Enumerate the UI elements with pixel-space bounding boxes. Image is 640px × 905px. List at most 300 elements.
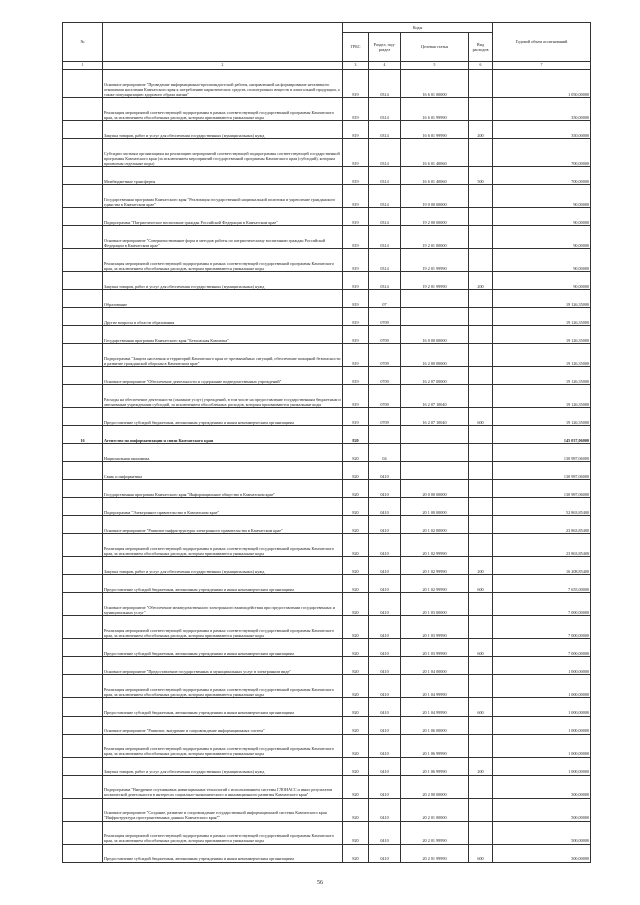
row-expense-type (469, 775, 493, 798)
table-row (63, 616, 591, 639)
row-expense-type (469, 308, 493, 326)
row-name: Расходы на обеспечение деятельности (оказание услуг) учреждений, в том числе на предоставление государственным бюджетным и автономным учреждениям субсидий, за исключением обособленных расходов, которым присваиваются уникальные коды (103, 385, 343, 408)
header-grbs: ГРБС (343, 33, 369, 62)
row-expense-type (469, 821, 493, 844)
row-amount: 500,00000 (493, 844, 591, 862)
row-expense-type: 200 (469, 557, 493, 575)
row-expense-type (469, 208, 493, 226)
row-amount: 350,00000 (493, 98, 591, 121)
row-amount: 700,00000 (493, 139, 591, 167)
row-expense-type (469, 616, 493, 639)
row-grbs: 820 (343, 798, 369, 821)
row-section: 0410 (369, 639, 401, 657)
row-name: Реализация мероприятий соответствующей подпрограммы в рамках соответствующей государственной программы Камчатского края, за исключением обособленных расходов, которым присваиваются уникальные коды (103, 98, 343, 121)
row-grbs: 819 (343, 139, 369, 167)
row-grbs: 820 (343, 698, 369, 716)
table-row (63, 444, 591, 462)
row-target: 16 6 01 99990 (401, 98, 469, 121)
row-target: 20 1 02 99990 (401, 575, 469, 593)
table-row (63, 716, 591, 734)
row-target (401, 426, 469, 444)
row-amount: 19 126,35000 (493, 326, 591, 344)
table-row (63, 344, 591, 367)
row-target (401, 444, 469, 462)
header-row-top (63, 23, 591, 33)
row-name: Предоставление субсидий бюджетным, автономным учреждениям и иным некоммерческим организациям (103, 698, 343, 716)
row-grbs: 820 (343, 775, 369, 798)
row-target (401, 308, 469, 326)
row-name: Субсидии частным организациям на реализацию мероприятий соответствующей подпрограммы соответствующей государственной программы Камчатского края (за исключением мероприятий государственной программы Камчатского края (субсидий), которым присвоены отдельные коды) (103, 139, 343, 167)
row-section: 0314 (369, 272, 401, 290)
table-row (63, 516, 591, 534)
row-amount: 23 863,85400 (493, 516, 591, 534)
row-grbs: 820 (343, 498, 369, 516)
row-target: 20 1 04 00000 (401, 657, 469, 675)
row-name: Агентство по информатизации и связи Камчатского края (103, 426, 343, 444)
row-amount: 1 000,00000 (493, 734, 591, 757)
table-row (63, 98, 591, 121)
table-row (63, 249, 591, 272)
row-grbs: 820 (343, 616, 369, 639)
table-row (63, 534, 591, 557)
row-grbs: 819 (343, 308, 369, 326)
row-name: Закупка товаров, работ и услуг для обеспечения государственных (муниципальных) нужд (103, 121, 343, 139)
row-section: 0410 (369, 716, 401, 734)
table-row (63, 308, 591, 326)
header-colnum: 6 (469, 62, 493, 70)
row-expense-type (469, 462, 493, 480)
row-grbs: 820 (343, 462, 369, 480)
row-expense-type: 200 (469, 757, 493, 775)
header-expense-type: Вид расходов (469, 33, 493, 62)
row-amount: 7 000,00000 (493, 639, 591, 657)
row-name: Реализация мероприятий соответствующей подпрограммы в рамках соответствующей государственной программы Камчатского края, за исключением обособленных расходов, которым присваиваются уникальные коды (103, 534, 343, 557)
row-target: 20 1 02 99990 (401, 534, 469, 557)
budget-table (62, 22, 591, 863)
table-row (63, 844, 591, 862)
row-name: Основное мероприятие "Проведение информационно-пропагандистской работы, направленной на формирование негативного отношения населения Камчатского края к потреблению наркотических средств, психотропных веществ и алкогольной продукции, а также популяризацию здорового образа жизни" (103, 70, 343, 98)
table-row (63, 367, 591, 385)
row-name: Предоставление субсидий бюджетным, автономным учреждениям и иным некоммерческим организациям (103, 575, 343, 593)
row-amount: 90,00000 (493, 226, 591, 249)
row-grbs: 819 (343, 344, 369, 367)
row-amount: 700,00000 (493, 167, 591, 185)
table-row (63, 70, 591, 98)
row-amount: 145 037,06000 (493, 426, 591, 444)
row-section: 0410 (369, 480, 401, 498)
row-amount: 1 000,00000 (493, 698, 591, 716)
row-target: 16 6 01 00000 (401, 70, 469, 98)
row-grbs: 819 (343, 167, 369, 185)
row-name: Предоставление субсидий бюджетным, автономным учреждениям и иным некоммерческим организациям (103, 408, 343, 426)
row-number (63, 516, 103, 534)
row-grbs: 819 (343, 249, 369, 272)
row-number (63, 698, 103, 716)
row-name: Основное мероприятие "Совершенствование форм и методов работы по патриотическому воспитанию граждан Российской Федерации в Камчатском крае" (103, 226, 343, 249)
row-section: 0410 (369, 821, 401, 844)
row-name: Основное мероприятие "Развитие инфраструктуры электронного правительства в Камчатском крае" (103, 516, 343, 534)
row-number (63, 444, 103, 462)
header-colnum: 7 (493, 62, 591, 70)
row-expense-type (469, 798, 493, 821)
row-amount: 500,00000 (493, 821, 591, 844)
row-number (63, 326, 103, 344)
row-section: 07 (369, 290, 401, 308)
row-target: 16 2 07 00000 (401, 367, 469, 385)
row-name: Основное мероприятие "Обеспечение межведомственного электронного взаимодействия при предоставлении государственных и муниципальных услуг" (103, 593, 343, 616)
row-name: Основное мероприятие "Развитие, внедрение и сопровождение информационных систем" (103, 716, 343, 734)
row-grbs: 820 (343, 444, 369, 462)
row-target: 20 1 06 99990 (401, 757, 469, 775)
row-amount: 350,00000 (493, 121, 591, 139)
row-amount: 7 000,00000 (493, 593, 591, 616)
row-target: 16 2 00 00000 (401, 344, 469, 367)
row-number (63, 557, 103, 575)
row-grbs: 820 (343, 716, 369, 734)
row-amount: 1 000,00000 (493, 757, 591, 775)
row-section: 0709 (369, 385, 401, 408)
header-name (103, 23, 343, 62)
row-target: 20 0 00 00000 (401, 480, 469, 498)
header-colnum: 5 (401, 62, 469, 70)
row-target (401, 462, 469, 480)
table-row (63, 226, 591, 249)
row-number (63, 98, 103, 121)
row-grbs: 819 (343, 98, 369, 121)
row-name: Государственная программа Камчатского края "Реализация государственной национальной политики и укрепление гражданского единства в Камчатском крае" (103, 185, 343, 208)
row-amount: 90,00000 (493, 208, 591, 226)
row-expense-type (469, 675, 493, 698)
row-amount: 1 000,00000 (493, 675, 591, 698)
row-name: Реализация мероприятий соответствующей подпрограммы в рамках соответствующей государственной программы Камчатского края, за исключением обособленных расходов, которым присваиваются уникальные коды (103, 734, 343, 757)
row-number (63, 734, 103, 757)
row-number (63, 408, 103, 426)
row-grbs: 820 (343, 557, 369, 575)
row-name: Государственная программа Камчатского края "Безопасная Камчатка" (103, 326, 343, 344)
row-amount: 130 987,06000 (493, 480, 591, 498)
table-row (63, 139, 591, 167)
row-name: Реализация мероприятий соответствующей подпрограммы в рамках соответствующей государственной программы Камчатского края, за исключением обособленных расходов, которым присваиваются уникальные коды (103, 616, 343, 639)
row-expense-type: 600 (469, 698, 493, 716)
table-row (63, 821, 591, 844)
row-name: Реализация мероприятий соответствующей подпрограммы в рамках соответствующей государственной программы Камчатского края, за исключением обособленных расходов, которым присваиваются уникальные коды (103, 675, 343, 698)
row-grbs: 820 (343, 757, 369, 775)
row-expense-type (469, 534, 493, 557)
row-section: 0314 (369, 167, 401, 185)
row-expense-type (469, 70, 493, 98)
budget-page (62, 22, 590, 870)
row-expense-type (469, 593, 493, 616)
row-section: 0709 (369, 408, 401, 426)
row-grbs: 820 (343, 426, 369, 444)
row-name: Реализация мероприятий соответствующей подпрограммы в рамках соответствующей государственной программы Камчатского края, за исключением обособленных расходов, которым присваиваются уникальные коды (103, 821, 343, 844)
row-expense-type (469, 290, 493, 308)
row-number (63, 498, 103, 516)
row-section: 0314 (369, 185, 401, 208)
row-grbs: 819 (343, 290, 369, 308)
row-grbs: 820 (343, 734, 369, 757)
row-number (63, 208, 103, 226)
row-amount: 19 126,35000 (493, 344, 591, 367)
row-number (63, 616, 103, 639)
row-grbs: 819 (343, 408, 369, 426)
row-number (63, 675, 103, 698)
row-target: 19 2 01 99990 (401, 272, 469, 290)
row-expense-type (469, 185, 493, 208)
table-row (63, 734, 591, 757)
row-number (63, 185, 103, 208)
row-target: 20 1 03 00000 (401, 593, 469, 616)
row-expense-type (469, 426, 493, 444)
row-number (63, 798, 103, 821)
row-name: Закупка товаров, работ и услуг для обеспечения государственных (муниципальных) нужд (103, 757, 343, 775)
row-grbs: 820 (343, 675, 369, 698)
row-name: Подпрограмма "Защита населения и территорий Камчатского края от чрезвычайных ситуаций, обеспечение пожарной безопасности и развитие гражданской обороны в Камчатском крае" (103, 344, 343, 367)
row-target: 16 6 01 40060 (401, 139, 469, 167)
row-name: Подпрограмма "Электронное правительство в Камчатском крае" (103, 498, 343, 516)
table-row (63, 290, 591, 308)
row-target: 16 6 01 40060 (401, 167, 469, 185)
row-grbs: 820 (343, 534, 369, 557)
row-section: 0314 (369, 208, 401, 226)
row-number (63, 775, 103, 798)
row-amount: 7 000,00000 (493, 616, 591, 639)
row-name: Предоставление субсидий бюджетным, автономным учреждениям и иным некоммерческим организациям (103, 639, 343, 657)
row-target: 20 1 06 99990 (401, 734, 469, 757)
row-grbs: 819 (343, 226, 369, 249)
row-number (63, 167, 103, 185)
header-codes-group: Коды (343, 23, 493, 33)
row-expense-type (469, 344, 493, 367)
row-amount: 19 126,35000 (493, 385, 591, 408)
row-target: 20 1 03 99990 (401, 639, 469, 657)
row-number (63, 226, 103, 249)
row-section: 0410 (369, 675, 401, 698)
row-grbs: 819 (343, 367, 369, 385)
row-grbs: 819 (343, 70, 369, 98)
row-name: Основное мероприятие "Предоставление государственных и муниципальных услуг в электронном виде" (103, 657, 343, 675)
table-row (63, 498, 591, 516)
row-amount: 90,00000 (493, 185, 591, 208)
row-expense-type (469, 98, 493, 121)
row-section: 0410 (369, 657, 401, 675)
table-row (63, 208, 591, 226)
row-section: 0410 (369, 462, 401, 480)
row-grbs: 819 (343, 121, 369, 139)
row-expense-type: 600 (469, 575, 493, 593)
row-number (63, 70, 103, 98)
row-amount: 19 126,35000 (493, 408, 591, 426)
row-amount: 16 208,85400 (493, 557, 591, 575)
row-target: 19 0 00 00000 (401, 185, 469, 208)
table-row (63, 185, 591, 208)
row-target: 20 1 06 00000 (401, 716, 469, 734)
row-section: 04 (369, 444, 401, 462)
row-number (63, 249, 103, 272)
row-grbs: 820 (343, 516, 369, 534)
table-row (63, 775, 591, 798)
header-section: Раздел, под-раздел (369, 33, 401, 62)
row-name: Основное мероприятие "Обеспечение деятельности и содержание подведомственных учреждений" (103, 367, 343, 385)
row-section: 0410 (369, 616, 401, 639)
table-body (63, 70, 591, 863)
row-target: 20 2 01 99990 (401, 821, 469, 844)
row-name: Закупка товаров, работ и услуг для обеспечения государственных (муниципальных) нужд (103, 272, 343, 290)
row-number (63, 716, 103, 734)
row-number (63, 462, 103, 480)
table-row (63, 426, 591, 444)
row-number (63, 367, 103, 385)
row-number (63, 593, 103, 616)
table-row (63, 167, 591, 185)
row-grbs: 820 (343, 657, 369, 675)
row-expense-type (469, 444, 493, 462)
table-row (63, 657, 591, 675)
row-grbs: 820 (343, 480, 369, 498)
row-amount: 1 050,00000 (493, 70, 591, 98)
header-amount: Годовой объем ассигнований (493, 23, 591, 62)
row-section: 0410 (369, 734, 401, 757)
row-amount: 7 655,00000 (493, 575, 591, 593)
table-row (63, 385, 591, 408)
row-target: 16 0 00 00000 (401, 326, 469, 344)
table-row (63, 462, 591, 480)
row-number (63, 639, 103, 657)
row-section: 0410 (369, 534, 401, 557)
row-number (63, 121, 103, 139)
row-amount: 19 126,35000 (493, 290, 591, 308)
row-number (63, 480, 103, 498)
table-row (63, 272, 591, 290)
header-colnum: 1 (63, 62, 103, 70)
row-number (63, 139, 103, 167)
row-expense-type (469, 385, 493, 408)
table-row (63, 408, 591, 426)
row-section: 0410 (369, 593, 401, 616)
row-section: 0410 (369, 557, 401, 575)
row-target: 19 2 01 99990 (401, 249, 469, 272)
row-amount: 23 863,85400 (493, 534, 591, 557)
header-colnum: 2 (103, 62, 343, 70)
row-grbs: 820 (343, 593, 369, 616)
row-expense-type: 500 (469, 167, 493, 185)
row-section: 0410 (369, 798, 401, 821)
row-section: 0410 (369, 775, 401, 798)
row-expense-type: 200 (469, 121, 493, 139)
row-expense-type (469, 734, 493, 757)
row-section: 0709 (369, 326, 401, 344)
row-section: 0410 (369, 698, 401, 716)
row-expense-type (469, 716, 493, 734)
row-section: 0314 (369, 98, 401, 121)
row-target: 20 1 04 99990 (401, 675, 469, 698)
row-section: 0314 (369, 249, 401, 272)
row-name: Основное мероприятие "Создание, развитие и сопровождение государственной информационной системы Камчатского края "Инфраструктура пространственных данных Камчатского края"" (103, 798, 343, 821)
row-target: 20 1 02 00000 (401, 516, 469, 534)
row-grbs: 819 (343, 272, 369, 290)
row-number: 16 (63, 426, 103, 444)
row-section: 0314 (369, 121, 401, 139)
row-target: 20 1 02 99990 (401, 557, 469, 575)
row-amount: 90,00000 (493, 249, 591, 272)
table-row (63, 675, 591, 698)
row-target: 16 2 07 10040 (401, 408, 469, 426)
row-grbs: 819 (343, 185, 369, 208)
row-section: 0709 (369, 308, 401, 326)
row-name: Подпрограмма "Внедрение спутниковых навигационных технологий с использованием системы ГЛОНАСС и иных результатов космической деятельности в интересах социально-экономического и инновационного развития Камчатского края" (103, 775, 343, 798)
row-grbs: 820 (343, 575, 369, 593)
row-grbs: 820 (343, 821, 369, 844)
row-amount: 19 126,35000 (493, 367, 591, 385)
row-target: 20 2 01 00000 (401, 798, 469, 821)
table-row (63, 593, 591, 616)
row-number (63, 290, 103, 308)
row-name: Межбюджетные трансферты (103, 167, 343, 185)
table-row (63, 480, 591, 498)
row-number (63, 844, 103, 862)
row-name: Образование (103, 290, 343, 308)
row-section: 0410 (369, 844, 401, 862)
row-amount: 1 000,00000 (493, 716, 591, 734)
row-amount: 500,00000 (493, 775, 591, 798)
row-grbs: 820 (343, 639, 369, 657)
row-expense-type (469, 480, 493, 498)
row-name: Связь и информатика (103, 462, 343, 480)
row-name: Предоставление субсидий бюджетным, автономным учреждениям и иным некоммерческим организациям (103, 844, 343, 862)
row-expense-type (469, 657, 493, 675)
row-grbs: 819 (343, 326, 369, 344)
row-number (63, 821, 103, 844)
row-expense-type: 600 (469, 844, 493, 862)
row-number (63, 344, 103, 367)
row-target: 20 2 01 99990 (401, 844, 469, 862)
table-row (63, 121, 591, 139)
row-expense-type (469, 498, 493, 516)
row-expense-type (469, 326, 493, 344)
row-number (63, 657, 103, 675)
row-name: Национальная экономика (103, 444, 343, 462)
row-amount: 130 987,06000 (493, 462, 591, 480)
row-target: 16 2 07 10040 (401, 385, 469, 408)
row-expense-type (469, 226, 493, 249)
row-number (63, 757, 103, 775)
row-section: 0410 (369, 757, 401, 775)
row-section: 0410 (369, 575, 401, 593)
row-amount: 1 000,00000 (493, 657, 591, 675)
row-grbs: 820 (343, 844, 369, 862)
row-amount: 52 863,85400 (493, 498, 591, 516)
row-name: Реализация мероприятий соответствующей подпрограммы в рамках соответствующей государственной программы Камчатского края, за исключением обособленных расходов, которым присваиваются уникальные коды (103, 249, 343, 272)
row-number (63, 308, 103, 326)
row-target: 16 6 01 99990 (401, 121, 469, 139)
row-expense-type: 600 (469, 639, 493, 657)
row-number (63, 272, 103, 290)
row-target: 20 2 00 00000 (401, 775, 469, 798)
table-row (63, 326, 591, 344)
table-row (63, 557, 591, 575)
header-colnum: 4 (369, 62, 401, 70)
row-number (63, 534, 103, 557)
row-section: 0410 (369, 516, 401, 534)
row-expense-type: 600 (469, 408, 493, 426)
row-expense-type (469, 249, 493, 272)
header-row-numbers (63, 62, 591, 70)
row-target: 19 2 01 00000 (401, 226, 469, 249)
row-target: 20 1 03 99990 (401, 616, 469, 639)
row-name: Подпрограмма "Патриотическое воспитание граждан Российской Федерации в Камчатском крае" (103, 208, 343, 226)
row-name: Закупка товаров, работ и услуг для обеспечения государственных (муниципальных) нужд (103, 557, 343, 575)
header-num: № (63, 23, 103, 62)
